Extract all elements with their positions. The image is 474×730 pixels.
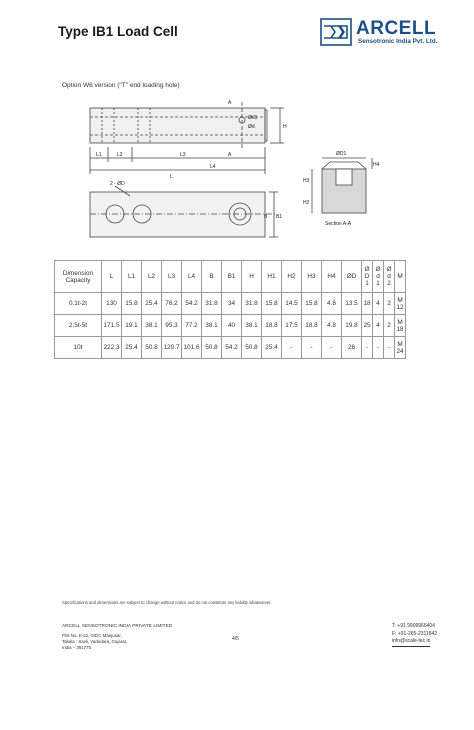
label-holes: 2 - ØD — [110, 181, 125, 187]
footer-company-name: ARCELL SENSOTRONIC INDIA PRIVATE LIMITED — [62, 624, 173, 629]
table-cell: 4.8 — [322, 293, 342, 315]
table-cell: 50.8 — [242, 337, 262, 359]
table-row — [55, 337, 406, 359]
table-cell: 50.8 — [142, 337, 162, 359]
label-l4: L4 — [210, 164, 216, 170]
page-number: 4/5 — [232, 636, 239, 642]
table-cell: 19.1 — [122, 315, 142, 337]
table-cell: - — [282, 337, 302, 359]
label-d: Ød — [248, 124, 255, 130]
table-cell: - — [322, 337, 342, 359]
table-cell: 38.1 — [202, 315, 222, 337]
label-l1: L1 — [96, 152, 102, 158]
table-cell: 18.8 — [262, 315, 282, 337]
table-row — [55, 315, 406, 337]
table-cell: 77.2 — [182, 315, 202, 337]
header-cell: L1 — [122, 261, 142, 293]
label-d1: Ød1 — [248, 115, 258, 121]
table-cell: 40 — [222, 315, 242, 337]
header-cell: H1 — [262, 261, 282, 293]
table-cell: - — [373, 337, 384, 359]
table-cell: 17.5 — [282, 315, 302, 337]
table-cell: M 24 — [395, 337, 406, 359]
section-label-h4: H4 — [373, 162, 380, 168]
logo-wordmark: ARCELL — [356, 18, 437, 39]
table-cell: 50.8 — [202, 337, 222, 359]
header-cell: L2 — [142, 261, 162, 293]
table-cell: 130 — [102, 293, 122, 315]
table-cell: M 12 — [395, 293, 406, 315]
table-cell: 2 — [384, 315, 395, 337]
header-cell: L3 — [162, 261, 182, 293]
label-a-top: A — [228, 100, 232, 106]
label-l: L — [170, 174, 173, 180]
table-header-row — [55, 261, 406, 293]
drawing-caption: Option W6 version ("T" end loading hole) — [62, 82, 180, 89]
footer-email-link[interactable]: info@scale-tec.in — [392, 638, 430, 647]
header-cell: H2 — [282, 261, 302, 293]
table-cell: 171.5 — [102, 315, 122, 337]
footer-contact-block — [392, 623, 437, 647]
header-cell: L4 — [182, 261, 202, 293]
footer-fax: F: +91-265-2311842 — [392, 630, 438, 637]
label-b: B — [264, 214, 268, 220]
table-cell: 18.8 — [302, 315, 322, 337]
header-cell: Ø d 2 — [384, 261, 395, 293]
header-cell: L — [102, 261, 122, 293]
label-h: H — [283, 124, 287, 130]
table-cell: 25.4 — [142, 293, 162, 315]
footer-address-line: Plot No. E-22, GIDC Manjusar, — [62, 633, 122, 638]
table-cell: 54.2 — [222, 337, 242, 359]
table-cell: 18 — [362, 293, 373, 315]
label-l2: L2 — [117, 152, 123, 158]
table-cell: - — [302, 337, 322, 359]
table-cell: - — [384, 337, 395, 359]
header-cell: Dimension Capacity — [55, 261, 102, 293]
logo-subtitle: Sensotronic India Pvt. Ltd. — [358, 38, 438, 45]
table-cell: 25 — [362, 315, 373, 337]
section-label-h2: H2 — [303, 200, 310, 206]
table-cell: 10t — [55, 337, 102, 359]
header-cell: M — [395, 261, 406, 293]
header-cell: B1 — [222, 261, 242, 293]
table-cell: M 18 — [395, 315, 406, 337]
technical-drawing — [60, 92, 400, 250]
label-l3: L3 — [180, 152, 186, 158]
table-cell: 31.8 — [242, 293, 262, 315]
table-cell: 2.5t-5t — [55, 315, 102, 337]
table-cell: 95.3 — [162, 315, 182, 337]
header-cell: H4 — [322, 261, 342, 293]
table-cell: 31.8 — [202, 293, 222, 315]
table-cell: 4.8 — [322, 315, 342, 337]
table-cell: 2 — [384, 293, 395, 315]
header-cell: ØD — [342, 261, 362, 293]
dimensions-table — [54, 260, 406, 359]
table-cell: 15.8 — [262, 293, 282, 315]
table-cell: 222.3 — [102, 337, 122, 359]
table-cell: 26 — [342, 337, 362, 359]
footer-address-line: Taluka : Savli, Vadodara, Gujarat, — [62, 639, 128, 644]
table-cell: 15.8 — [122, 293, 142, 315]
page-title: Type IB1 Load Cell — [58, 24, 178, 39]
table-cell: 0.1t-2t — [55, 293, 102, 315]
table-cell: 54.2 — [182, 293, 202, 315]
table-cell: - — [362, 337, 373, 359]
disclaimer-text: Specifications and dimensions are subject to change without notice and do not constitute any liability whatsoever. — [62, 600, 272, 605]
header-cell: Ø d 1 — [373, 261, 384, 293]
table-cell: 25.4 — [262, 337, 282, 359]
table-cell: 38.1 — [242, 315, 262, 337]
table-cell: 76.2 — [162, 293, 182, 315]
table-cell: 120.7 — [162, 337, 182, 359]
table-row — [55, 293, 406, 315]
table-cell: 15.8 — [302, 293, 322, 315]
table-cell: 4 — [373, 315, 384, 337]
header-cell: Ø D 1 — [362, 261, 373, 293]
label-b1: B1 — [276, 214, 283, 220]
section-title: Section A-A — [325, 221, 352, 227]
header-cell: B — [202, 261, 222, 293]
section-label-d1: ØD1 — [336, 151, 347, 157]
table-cell: 4 — [373, 293, 384, 315]
header-cell: H — [242, 261, 262, 293]
table-cell: 25.4 — [122, 337, 142, 359]
label-a-bottom: A — [228, 152, 232, 158]
footer-phone: T: +91 9909966404 — [392, 623, 435, 629]
footer-address-line: India – 391775 — [62, 645, 92, 650]
section-label-h3: H3 — [303, 178, 310, 184]
table-cell: 13.5 — [342, 293, 362, 315]
footer-address-block — [62, 624, 172, 651]
table-cell: 19.8 — [342, 315, 362, 337]
header-cell: H3 — [302, 261, 322, 293]
table-cell: 34 — [222, 293, 242, 315]
table-cell: 14.5 — [282, 293, 302, 315]
table-cell: 101.6 — [182, 337, 202, 359]
table-cell: 38.1 — [142, 315, 162, 337]
